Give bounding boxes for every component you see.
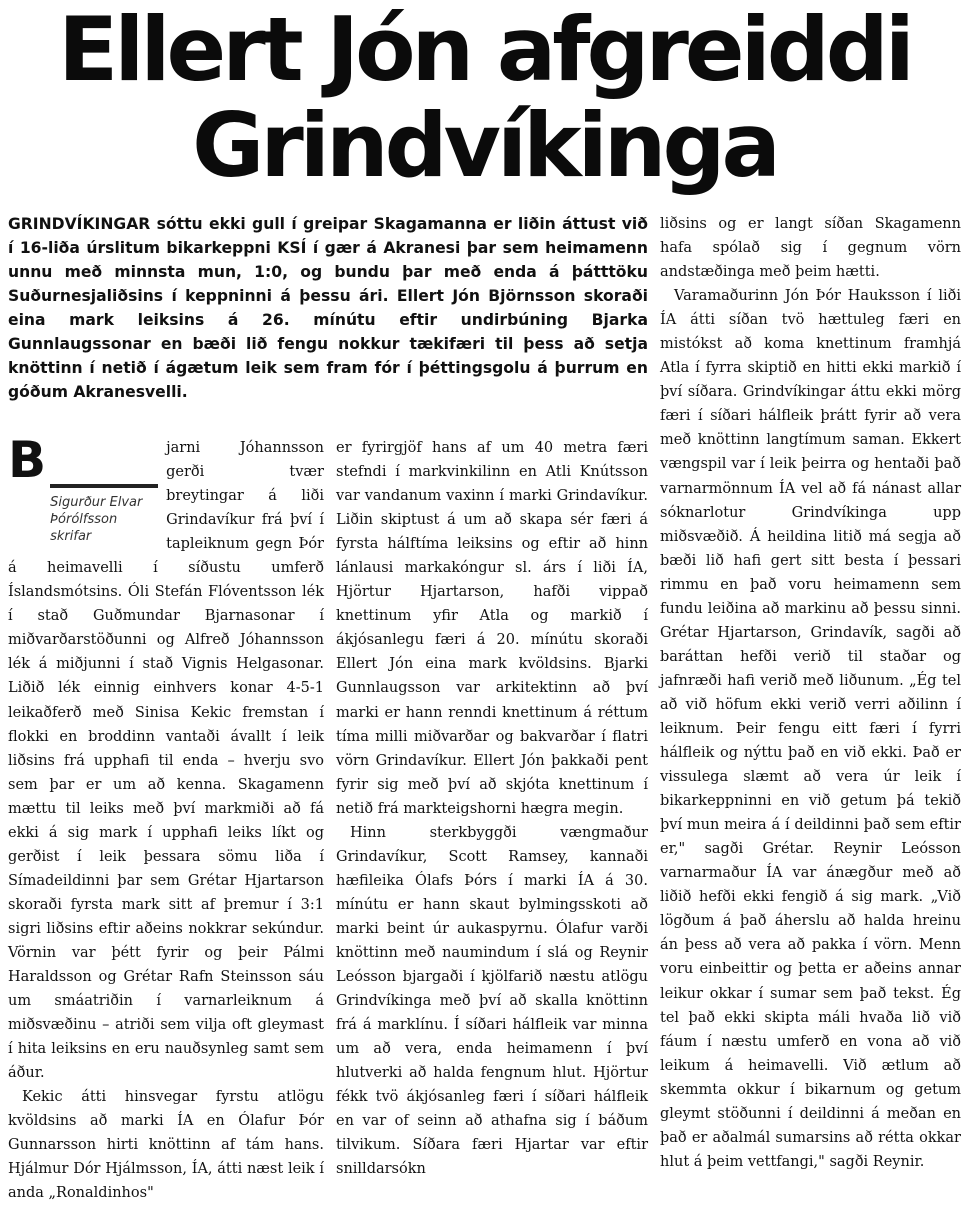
paragraph-4: Hinn sterkbyggði vængmaður Grindavíkur, Scott Ramsey, kannaði hæfileika Ólafs Þórs í marki ÍA á 30. mínútu er hann skaut bylmingsskoti að marki beint úr aukaspyrnu. Ólafur varði knöttinn með naumindum í slá og Reynir Leósson bjargaði í kjölfarið næstu atlögu Grindvíkinga með því að skalla knöttinn frá á marklínu. Í síðari hálfleik var minna um að vera, enda heimamenn í því hlutverki að halda fengnum hlut. Hjörtur fékk tvö ákjósanleg færi í síðari hálfleik en var of seinn að athafna sig í báðum tilvikum. Síðara færi Hjartar var eftir snilldarsókn [336, 824, 648, 1178]
byline-role: skrifar [50, 529, 92, 544]
headline [0, 0, 969, 197]
paragraph-1-text: jarni Jóhannsson gerði tvær breytingar á liði Grindavíkur frá því í tapleiknum gegn Þór á heimavelli í síðustu umferð Íslandsmótsins. Óli Stefán Flóventsson lék í stað Guðmundar Bjarnasonar í miðvarðarstöðunni og Alfreð Jóhannsson lék á miðjunni í stað Vignis Helgasonar. Liðið lék einnig einhvers konar 4-5-1 leikaðferð með Sinisa Kekic fremstan í flokki en broddinn vantaði ávallt í leik liðsins frá upphafi til enda – hverju svo sem þar er um að kenna. Skagamenn mættu til leiks með því markmiði að fá ekki á sig mark í upphafi leiks líkt og gerðist í leik þessara sömu liða í Símadeildinni þar sem Grétar Hjartarson skoraði fyrsta mark sitt af þremur í 3:1 sigri liðsins eftir aðeins nokkrar sekúndur. Vörnin var þétt fyrir og þeir Pálmi Haraldsson og Grétar Rafn Steinsson sáu um smáatriðin í varnarleiknum á miðsvæðinu – atriði sem vilja oft gleymast í hita leiksins en eru nauðsynleg samt sem áður. [8, 440, 324, 1082]
body-column-2 [336, 436, 648, 1181]
paragraph-5: liðsins og er langt síðan Skagamenn hafa spólað sig í gegnum vörn andstæðinga með þeim hætti. [660, 216, 961, 281]
byline-name-2: Þórólfsson [50, 512, 118, 527]
byline [50, 484, 158, 545]
lead-text: GRINDVÍKINGAR sóttu ekki gull í greipar Skagamanna er liðin áttust við í 16-liða úrslitum bikarkeppni KSÍ í gær á Akranesi þar sem heimamenn unnu með minnsta mun, 1:0, og bundu þar með enda á þátttöku Suðurnesjaliðsins í keppninni á þessu ári. Ellert Jón Björnsson skoraði eina mark leiksins á 26. mínútu eftir undirbúning Bjarka Gunnlaugssonar en bæði lið fengu nokkur tækifæri til þess að setja knöttinn í netið í ágætum leik sem fram fór í þéttingsgolu á þurrum en góðum Akranesvelli. [8, 215, 648, 402]
lead-paragraph [8, 212, 648, 404]
body-column-3 [660, 212, 961, 1170]
drop-cap: B [8, 431, 47, 489]
paragraph-3: er fyrirgjöf hans af um 40 metra færi stefndi í markvinkilinn en Atli Knútsson var vandanum vaxinn í marki Grindavíkur. Liðin skiptust á um að skapa sér færi á fyrsta hálftíma leiksins og eftir að hinn lánlausi markakóngur sl. árs í liði ÍA, Hjörtur Hjartarson, hafði vippað knettinum yfir Atla og markið í ákjósanlegu færi á 20. mínútu skoraði Ellert Jón eina mark kvöldsins. Bjarki Gunnlaugsson var arkitektinn að því marki er hann renndi knettinum á réttum tíma milli miðvarðar og bakvarðar í flatri vörn Grindavíkur. Ellert Jón þakkaði pent fyrir sig með því að skjóta knettinum í netið frá markteigshorni hægra megin. [336, 440, 648, 817]
byline-name-1: Sigurður Elvar [50, 495, 143, 510]
headline-line-1: Ellert Jón afgreiddi [58, 0, 911, 101]
headline-line-2: Grindvíkinga [192, 94, 777, 197]
paragraph-2: Kekic átti hinsvegar fyrstu atlögu kvöldsins að marki ÍA en Ólafur Þór Gunnarsson hirti knöttinn af tám hans. Hjálmur Dór Hjálmsson, ÍA, átti næst leik í anda „Ronaldinhos" [8, 1089, 324, 1202]
body-column-1 [8, 431, 324, 1206]
paragraph-6: Varamaðurinn Jón Þór Hauksson í liði ÍA átti síðan tvö hættuleg færi en mistókst að koma knettinum framhjá Atla í fyrra skiptið en hitti ekki markið í því síðara. Grindvíkingar áttu ekki mörg færi í síðari hálfleik þrátt fyrir að vera með knöttinn langtímum saman. Ekkert vængspil var í leik þeirra og hentaði það varnarmönnum ÍA vel að fá nánast allar sóknarlotur Grindvíkinga upp miðsvæðið. Á heildina litið má segja að bæði lið hafi gert sitt besta í þessari rimmu en það voru heimamenn sem fundu leiðina að markinu að þessu sinni. Grétar Hjartarson, Grindavík, sagði að baráttan hefði verið til staðar og jafnræði hafi verið með liðunum. „Ég tel að við höfum ekki verið verri aðilinn í leiknum. Þeir fengu eitt færi í fyrri hálfleik og nýttu það en við ekki. Það er vissulega slæmt að vera úr leik í bikarkeppninni en við getum þá tekið því mun meira á í deildinni það sem eftir er," sagði Grétar. Reynir Leósson varnarmaður ÍA var ánægður með að liðið hefði ekki fengið á sig mark. „Við lögðum á það áherslu að halda hreinu án þess að vera að pakka í vörn. Menn voru einbeittir og þetta er aðeins annar leikur okkar í sumar sem það tekst. Ég tel það ekki skipta máli hvaða lið við fáum í næstu umferð en vona að við leikum á heimavelli. Við ætlum að skemmta okkur í bikarnum og getum gleymt stöðunni í deildinni á meðan en það er aðalmál sumarsins að rétta okkar hlut á þeim vettfangi," sagði Reynir. [660, 288, 961, 1170]
paragraph-1 [8, 431, 324, 1085]
